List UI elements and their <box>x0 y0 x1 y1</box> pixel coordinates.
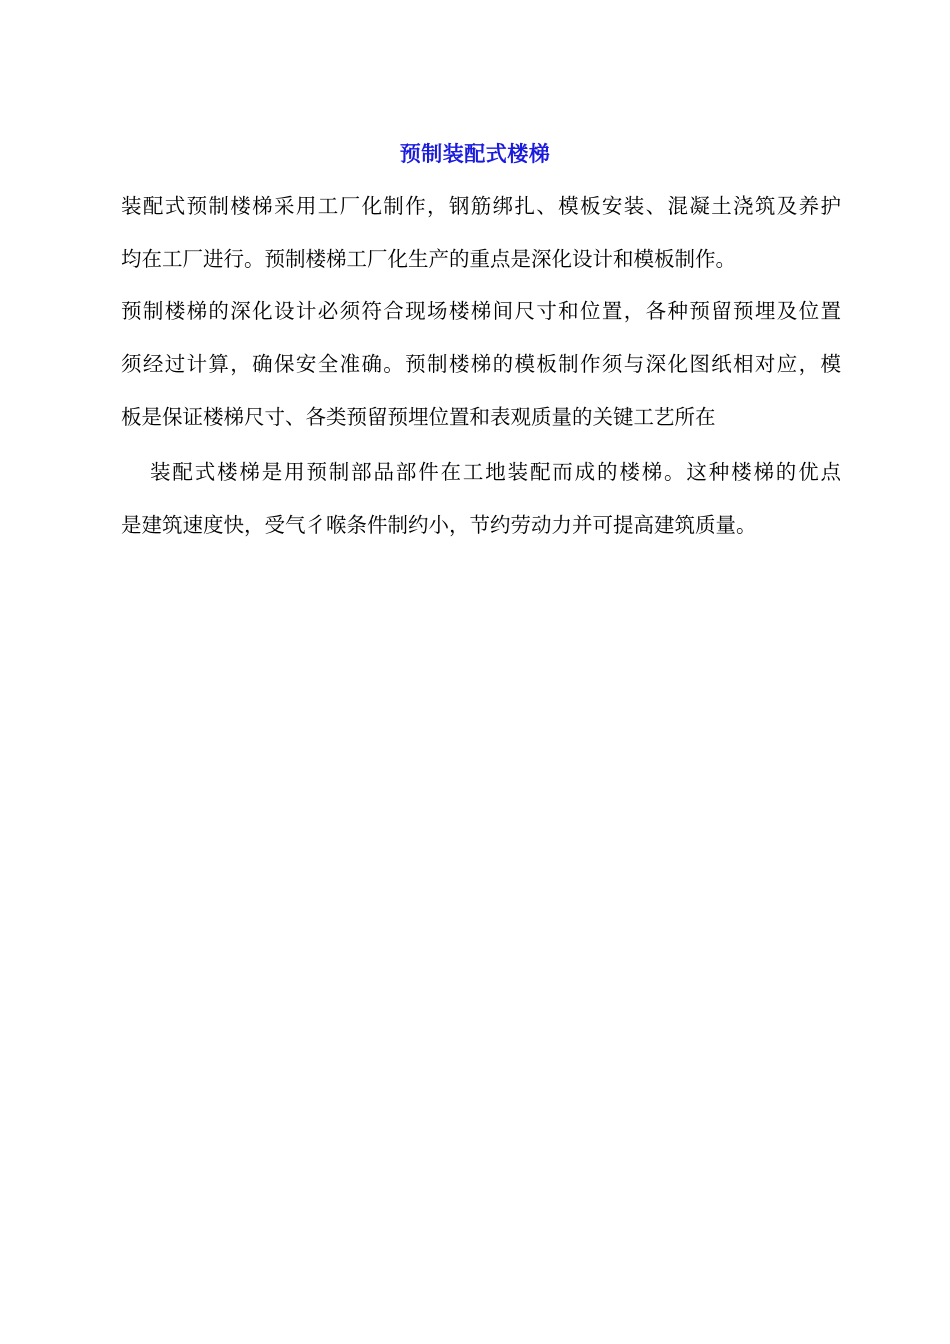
paragraph-line: 预制楼梯的深化设计必须符合现场楼梯间尺寸和位置，各种预留预埋及位置 <box>121 299 841 323</box>
paragraph-line: 是建筑速度快，受气彳喉条件制约小，节约劳动力并可提高建筑质量。 <box>121 513 757 537</box>
paragraph-line: 装配式楼梯是用预制部品部件在工地装配而成的楼梯。这种楼梯的优点 <box>150 460 841 484</box>
paragraph-line: 须经过计算，确保安全准确。预制楼梯的模板制作须与深化图纸相对应，模 <box>121 352 841 376</box>
paragraph-line: 板是保证楼梯尺寸、各类预留预埋位置和表观质量的关键工艺所在 <box>121 405 716 429</box>
document-title: 预制装配式楼梯 <box>399 142 551 166</box>
paragraph-line: 装配式预制楼梯采用工厂化制作，钢筋绑扎、模板安装、混凝土浇筑及养护 <box>121 194 841 218</box>
paragraph-line: 均在工厂进行。预制楼梯工厂化生产的重点是深化设计和模板制作。 <box>121 247 736 271</box>
